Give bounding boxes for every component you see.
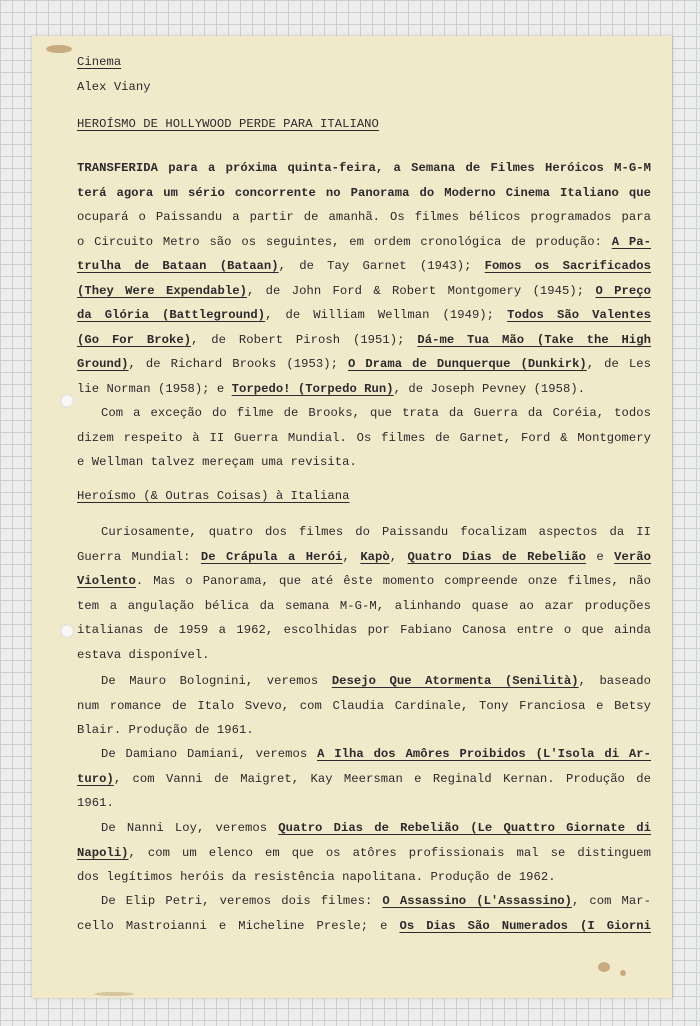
rust-stain <box>94 992 134 996</box>
section-label: Cinema <box>77 55 122 69</box>
rust-stain <box>598 962 610 972</box>
author-name: Alex Viany <box>77 80 151 94</box>
paragraph: De Nanni Loy, veremos Quatro Dias de Rebelião (Le Quattro Giornate di Napoli), com um elenco em que os atôres profissionais mal se distinguem dos legítimos heróis da resistência napolitana. Produção de 1962. <box>77 821 651 884</box>
punch-hole <box>60 624 74 638</box>
paragraph: De Elip Petri, veremos dois filmes: O Assassino (L'Assassino), com Mar- cello Mastroianni e Micheline Presle; e Os Dias São Numerados (I Giorni <box>77 894 652 933</box>
paragraph: De Mauro Bolognini, veremos Desejo Que Atormenta (Senilità), baseado num romance de Italo Svevo, com Claudia Cardinale, Tony Franciosa e Betsy Blair. Produção de 1961. <box>77 674 651 737</box>
rust-stain <box>620 970 626 976</box>
punch-hole <box>60 394 74 408</box>
rust-stain <box>46 45 72 53</box>
paragraph: De Damiano Damiani, veremos A Ilha dos Amôres Proibidos (L'Isola di Ar- turo), com Vanni de Maigret, Kay Meersman e Reginald Kernan. Produção de 1961. <box>77 747 652 810</box>
paragraph: TRANSFERIDA para a próxima quinta-feira, a Semana de Filmes Heróicos M-G-M terá agora um sério concorrente no Panorama do Moderno Cinema Italiano que ocupará o Paissandu a partir de amanhã. Os filmes bélicos programados para o Circuito Metro são os seguintes, em ordem cronológica de produção: A Pa- trulha de Bataan (Bataan), de Tay Garnet (1943); Fomos os Sacrificados (They Were Expendable), de John Ford & Robert Montgomery (1945); O Preço da Glória (Battleground), de William Wellman (1949); Todos São Valentes (Go For Broke), de Robert Pirosh (1951); Dá-me Tua Mão (Take the High Ground), de Richard Brooks (1953); O Drama de Dunquerque (Dunkirk), de Les lie Norman (1958); e Torpedo! (Torpedo Run), de Joseph Pevney (1958). <box>77 161 652 396</box>
subheading: Heroísmo (& Outras Coisas) à Italiana <box>77 489 350 503</box>
paragraph: Curiosamente, quatro dos filmes do Paissandu focalizam aspectos da II Guerra Mundial: De Crápula a Herói, Kapò, Quatro Dias de Rebelião e Verão Violento. Mas o Panorama, que até êste momento compreende onze filmes, não tem a angulação bélica da semana M-G-M, alinhando quase ao azar produções italianas de 1959 a 1962, escolhidas por Fabiano Canosa entre o que ainda estava disponível. <box>77 525 651 662</box>
article-title: HEROÍSMO DE HOLLYWOOD PERDE PARA ITALIANO <box>77 117 379 131</box>
paragraph: Com a exceção do filme de Brooks, que trata da Guerra da Coréia, todos dizem respeito à II Guerra Mundial. Os filmes de Garnet, Ford & Montgomery e Wellman talvez mereçam uma revisita. <box>77 406 651 469</box>
